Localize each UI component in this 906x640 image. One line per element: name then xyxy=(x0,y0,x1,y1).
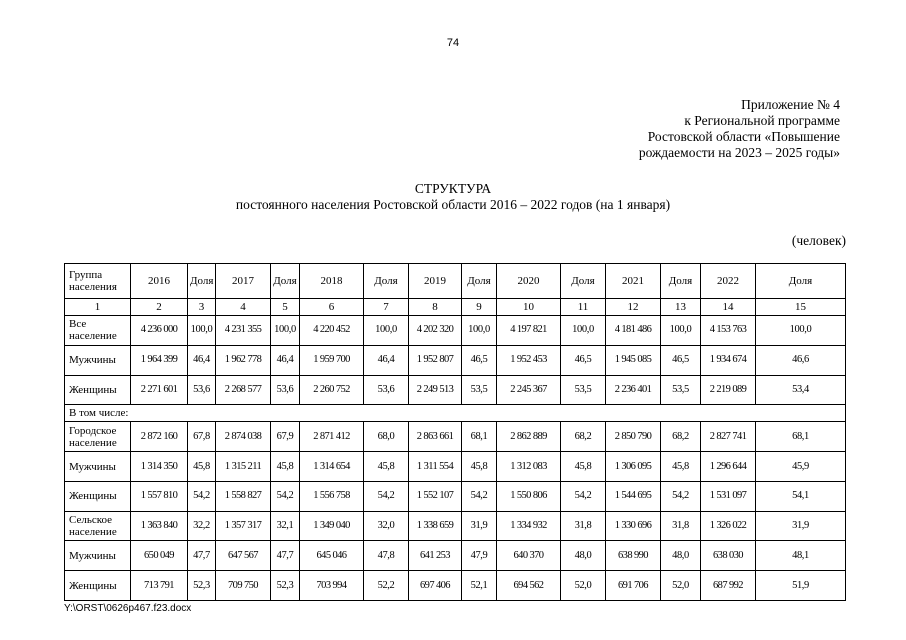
header-cell: 2020 xyxy=(497,264,561,299)
table-row xyxy=(65,345,846,375)
population-value: 697 406 xyxy=(409,571,462,601)
population-value: 2 850 790 xyxy=(606,422,661,452)
population-value: 2 260 752 xyxy=(300,375,364,405)
share-value: 53,6 xyxy=(271,375,300,405)
share-value: 100,0 xyxy=(271,316,300,346)
section-label: В том числе: xyxy=(65,405,846,422)
header-cell: 2017 xyxy=(216,264,271,299)
group-label: Сельское население xyxy=(65,511,131,541)
column-number-cell: 1 xyxy=(65,299,131,316)
population-value: 687 992 xyxy=(701,571,756,601)
header-cell: Доля xyxy=(561,264,606,299)
header-cell: Доля xyxy=(462,264,497,299)
share-value: 100,0 xyxy=(661,316,701,346)
population-value: 2 236 401 xyxy=(606,375,661,405)
share-value: 52,2 xyxy=(364,571,409,601)
population-value: 2 827 741 xyxy=(701,422,756,452)
share-value: 68,2 xyxy=(661,422,701,452)
population-value: 1 552 107 xyxy=(409,481,462,511)
share-value: 46,4 xyxy=(364,345,409,375)
share-value: 53,5 xyxy=(561,375,606,405)
population-value: 638 030 xyxy=(701,541,756,571)
header-cell: Доля xyxy=(661,264,701,299)
population-value: 1 945 085 xyxy=(606,345,661,375)
header-cell: 2022 xyxy=(701,264,756,299)
population-value: 641 253 xyxy=(409,541,462,571)
appendix-line-2: к Региональной программе xyxy=(684,113,840,128)
group-label: Все население xyxy=(65,316,131,346)
share-value: 45,8 xyxy=(364,452,409,482)
table-header-row xyxy=(65,264,846,299)
share-value: 54,2 xyxy=(188,481,216,511)
population-value: 2 219 089 xyxy=(701,375,756,405)
group-label: Женщины xyxy=(65,481,131,511)
share-value: 47,8 xyxy=(364,541,409,571)
title-line-1: СТРУКТУРА xyxy=(414,181,492,196)
population-value: 1 964 399 xyxy=(131,345,188,375)
population-value: 1 934 674 xyxy=(701,345,756,375)
population-value: 2 872 160 xyxy=(131,422,188,452)
document-title xyxy=(0,181,906,213)
share-value: 48,0 xyxy=(661,541,701,571)
share-value: 48,1 xyxy=(756,541,846,571)
column-number-cell: 8 xyxy=(409,299,462,316)
share-value: 54,2 xyxy=(661,481,701,511)
table-body xyxy=(65,264,846,601)
file-path-footer: Y:\ORST\0626p467.f23.docx xyxy=(64,603,192,614)
population-value: 2 862 889 xyxy=(497,422,561,452)
column-number-cell: 3 xyxy=(188,299,216,316)
header-cell: 2019 xyxy=(409,264,462,299)
share-value: 46,5 xyxy=(561,345,606,375)
population-value: 647 567 xyxy=(216,541,271,571)
population-value: 1 338 659 xyxy=(409,511,462,541)
share-value: 67,9 xyxy=(271,422,300,452)
share-value: 100,0 xyxy=(364,316,409,346)
share-value: 54,2 xyxy=(271,481,300,511)
population-value: 2 863 661 xyxy=(409,422,462,452)
population-value: 2 874 038 xyxy=(216,422,271,452)
appendix-line-1: Приложение № 4 xyxy=(741,97,840,112)
population-value: 4 202 320 xyxy=(409,316,462,346)
population-value: 1 962 778 xyxy=(216,345,271,375)
share-value: 45,9 xyxy=(756,452,846,482)
sub-table-row xyxy=(65,422,846,452)
share-value: 46,4 xyxy=(271,345,300,375)
population-value: 1 334 932 xyxy=(497,511,561,541)
population-value: 1 959 700 xyxy=(300,345,364,375)
share-value: 31,8 xyxy=(661,511,701,541)
column-number-cell: 6 xyxy=(300,299,364,316)
page-number: 74 xyxy=(446,37,460,49)
population-value: 1 326 022 xyxy=(701,511,756,541)
group-label: Женщины xyxy=(65,375,131,405)
population-value: 2 245 367 xyxy=(497,375,561,405)
population-value: 1 349 040 xyxy=(300,511,364,541)
population-value: 1 544 695 xyxy=(606,481,661,511)
share-value: 53,6 xyxy=(188,375,216,405)
population-value: 1 952 807 xyxy=(409,345,462,375)
group-label: Мужчины xyxy=(65,541,131,571)
share-value: 45,8 xyxy=(462,452,497,482)
share-value: 31,9 xyxy=(756,511,846,541)
group-label: Женщины xyxy=(65,571,131,601)
title-line-2: постоянного населения Ростовской области 2016 – 2022 годов (на 1 января) xyxy=(235,197,671,212)
share-value: 52,1 xyxy=(462,571,497,601)
share-value: 45,8 xyxy=(188,452,216,482)
population-value: 1 312 083 xyxy=(497,452,561,482)
share-value: 45,8 xyxy=(661,452,701,482)
share-value: 32,0 xyxy=(364,511,409,541)
share-value: 45,8 xyxy=(271,452,300,482)
population-value: 645 046 xyxy=(300,541,364,571)
population-value: 2 249 513 xyxy=(409,375,462,405)
share-value: 46,4 xyxy=(188,345,216,375)
share-value: 31,9 xyxy=(462,511,497,541)
share-value: 46,6 xyxy=(756,345,846,375)
header-cell: 2016 xyxy=(131,264,188,299)
share-value: 51,9 xyxy=(756,571,846,601)
population-value: 1 306 095 xyxy=(606,452,661,482)
sub-table-row xyxy=(65,452,846,482)
share-value: 53,5 xyxy=(661,375,701,405)
column-number-cell: 5 xyxy=(271,299,300,316)
population-value: 703 994 xyxy=(300,571,364,601)
share-value: 32,1 xyxy=(271,511,300,541)
table-row xyxy=(65,316,846,346)
population-value: 1 558 827 xyxy=(216,481,271,511)
column-number-cell: 13 xyxy=(661,299,701,316)
share-value: 46,5 xyxy=(661,345,701,375)
share-value: 46,5 xyxy=(462,345,497,375)
population-value: 1 314 654 xyxy=(300,452,364,482)
column-number-cell: 15 xyxy=(756,299,846,316)
population-value: 1 952 453 xyxy=(497,345,561,375)
section-row xyxy=(65,405,846,422)
population-value: 1 550 806 xyxy=(497,481,561,511)
column-number-cell: 2 xyxy=(131,299,188,316)
population-value: 4 231 355 xyxy=(216,316,271,346)
population-value: 640 370 xyxy=(497,541,561,571)
share-value: 68,2 xyxy=(561,422,606,452)
population-value: 1 314 350 xyxy=(131,452,188,482)
population-value: 4 197 821 xyxy=(497,316,561,346)
population-value: 4 181 486 xyxy=(606,316,661,346)
column-number-cell: 11 xyxy=(561,299,606,316)
column-number-cell: 7 xyxy=(364,299,409,316)
population-value: 1 311 554 xyxy=(409,452,462,482)
header-cell: 2021 xyxy=(606,264,661,299)
share-value: 53,6 xyxy=(364,375,409,405)
column-number-cell: 12 xyxy=(606,299,661,316)
population-value: 638 990 xyxy=(606,541,661,571)
share-value: 100,0 xyxy=(462,316,497,346)
share-value: 47,7 xyxy=(188,541,216,571)
header-cell: Доля xyxy=(756,264,846,299)
column-number-cell: 14 xyxy=(701,299,756,316)
share-value: 52,3 xyxy=(188,571,216,601)
sub-table-row xyxy=(65,511,846,541)
population-value: 2 271 601 xyxy=(131,375,188,405)
population-value: 1 531 097 xyxy=(701,481,756,511)
share-value: 48,0 xyxy=(561,541,606,571)
population-value: 1 357 317 xyxy=(216,511,271,541)
appendix-heading xyxy=(540,97,840,161)
share-value: 52,0 xyxy=(561,571,606,601)
share-value: 54,2 xyxy=(462,481,497,511)
share-value: 54,2 xyxy=(364,481,409,511)
share-value: 100,0 xyxy=(561,316,606,346)
population-value: 1 363 840 xyxy=(131,511,188,541)
population-value: 713 791 xyxy=(131,571,188,601)
group-label: Мужчины xyxy=(65,452,131,482)
column-number-row xyxy=(65,299,846,316)
population-value: 1 556 758 xyxy=(300,481,364,511)
header-cell: 2018 xyxy=(300,264,364,299)
share-value: 68,1 xyxy=(462,422,497,452)
share-value: 53,4 xyxy=(756,375,846,405)
population-value: 1 296 644 xyxy=(701,452,756,482)
group-label: Мужчины xyxy=(65,345,131,375)
population-value: 2 871 412 xyxy=(300,422,364,452)
population-value: 2 268 577 xyxy=(216,375,271,405)
table-row xyxy=(65,375,846,405)
sub-table-row xyxy=(65,571,846,601)
population-value: 1 557 810 xyxy=(131,481,188,511)
population-table xyxy=(64,263,846,601)
population-value: 709 750 xyxy=(216,571,271,601)
population-value: 650 049 xyxy=(131,541,188,571)
share-value: 68,0 xyxy=(364,422,409,452)
header-cell: Доля xyxy=(188,264,216,299)
population-value: 1 315 211 xyxy=(216,452,271,482)
population-value: 4 220 452 xyxy=(300,316,364,346)
share-value: 100,0 xyxy=(756,316,846,346)
column-number-cell: 4 xyxy=(216,299,271,316)
population-value: 4 236 000 xyxy=(131,316,188,346)
share-value: 54,2 xyxy=(561,481,606,511)
share-value: 32,2 xyxy=(188,511,216,541)
header-cell: Доля xyxy=(364,264,409,299)
group-label: Городское население xyxy=(65,422,131,452)
share-value: 47,9 xyxy=(462,541,497,571)
share-value: 68,1 xyxy=(756,422,846,452)
sub-table-row xyxy=(65,481,846,511)
header-group: Группа населения xyxy=(65,264,131,299)
share-value: 47,7 xyxy=(271,541,300,571)
share-value: 45,8 xyxy=(561,452,606,482)
share-value: 54,1 xyxy=(756,481,846,511)
population-value: 691 706 xyxy=(606,571,661,601)
population-value: 1 330 696 xyxy=(606,511,661,541)
population-value: 694 562 xyxy=(497,571,561,601)
header-cell: Доля xyxy=(271,264,300,299)
sub-table-row xyxy=(65,541,846,571)
share-value: 53,5 xyxy=(462,375,497,405)
column-number-cell: 9 xyxy=(462,299,497,316)
units-label: (человек) xyxy=(791,233,846,248)
share-value: 31,8 xyxy=(561,511,606,541)
appendix-line-4: рождаемости на 2023 – 2025 годы» xyxy=(638,145,840,160)
share-value: 67,8 xyxy=(188,422,216,452)
share-value: 52,0 xyxy=(661,571,701,601)
appendix-line-3: Ростовской области «Повышение xyxy=(647,129,840,144)
share-value: 52,3 xyxy=(271,571,300,601)
column-number-cell: 10 xyxy=(497,299,561,316)
population-value: 4 153 763 xyxy=(701,316,756,346)
share-value: 100,0 xyxy=(188,316,216,346)
